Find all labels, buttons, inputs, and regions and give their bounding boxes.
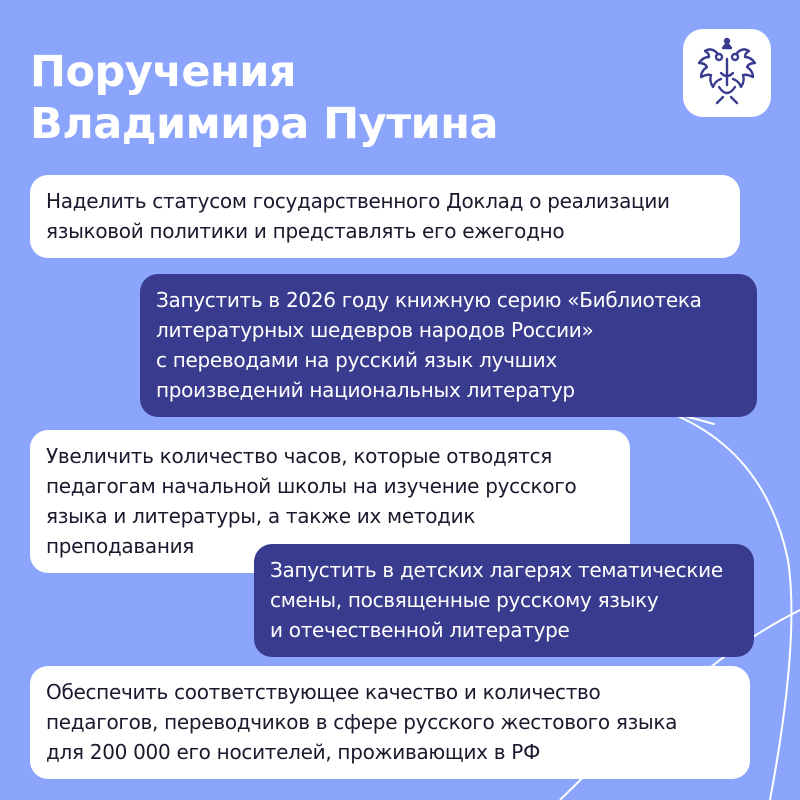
title-line-1: Поручения: [30, 47, 296, 97]
title-line-2: Владимира Путина: [30, 99, 498, 149]
instruction-bubble-2: [140, 274, 757, 417]
instruction-5-line-3: для 200 000 его носителей, проживающих в РФ: [46, 740, 540, 764]
logo-badge: [683, 29, 771, 117]
instruction-3-line-3: языка и литературы, а также их методик: [46, 504, 476, 528]
page-title: [30, 46, 498, 150]
instruction-5-line-1: Обеспечить соответствующее качество и количество: [46, 680, 601, 704]
instruction-2-line-1: Запустить в 2026 году книжную серию «Библиотека: [156, 288, 702, 312]
instruction-2-line-2: литературных шедевров народов России»: [156, 318, 594, 342]
instruction-1-line-1: Наделить статусом государственного Доклад о реализации: [46, 189, 670, 213]
instruction-bubble-1: [30, 175, 740, 258]
instruction-bubble-4: [254, 544, 754, 657]
instruction-3-line-2: педагогам начальной школы на изучение русского: [46, 474, 577, 498]
instruction-4-line-3: и отечественной литературе: [270, 618, 570, 642]
instruction-bubble-5: [30, 666, 750, 779]
instruction-3-line-4: преподавания: [46, 534, 195, 558]
instruction-5-line-2: педагогов, переводчиков в сфере русского жестового языка: [46, 710, 678, 734]
instruction-1-line-2: языковой политики и представлять его ежегодно: [46, 219, 565, 243]
instruction-4-line-2: смены, посвященные русскому языку: [270, 588, 659, 612]
instruction-2-line-4: произведений национальных литератур: [156, 378, 575, 402]
instruction-2-line-3: с переводами на русский язык лучших: [156, 348, 557, 372]
double-headed-eagle-emblem-icon: [683, 29, 771, 117]
instruction-3-line-1: Увеличить количество часов, которые отводятся: [46, 444, 553, 468]
instruction-4-line-1: Запустить в детских лагерях тематические: [270, 558, 723, 582]
